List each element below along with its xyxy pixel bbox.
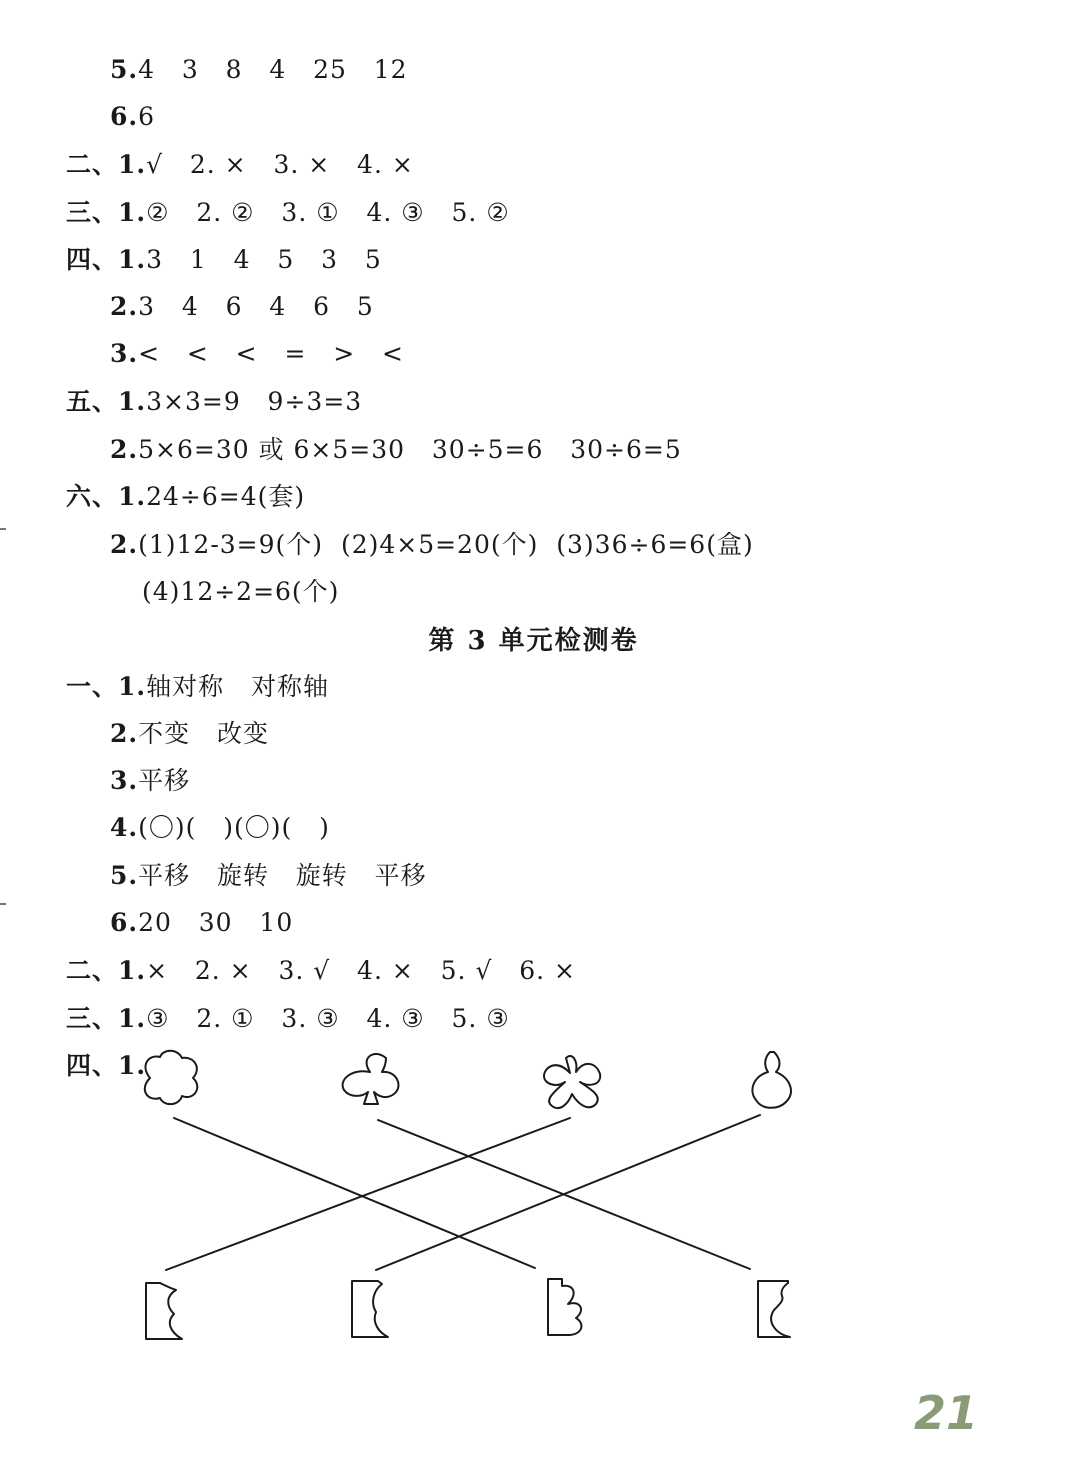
question-number: 二、1. [66, 956, 147, 985]
answer-text: 不变 改变 [138, 719, 269, 748]
question-number: 五、1. [66, 387, 147, 416]
page-number: 21 [914, 1386, 979, 1440]
answer-text: 平移 [138, 766, 191, 795]
question-number: 2. [110, 292, 139, 321]
question-number: 六、1. [66, 482, 147, 511]
answer-text: (4)12÷2=6(个) [142, 577, 340, 606]
scan-edge-mark [0, 903, 6, 905]
half-gourd-card [758, 1281, 790, 1337]
club-shape [343, 1054, 399, 1104]
question-number: 6. [110, 908, 139, 937]
answer-text: ② 2. ② 3. ① 4. ③ 5. ② [146, 198, 510, 227]
question-number: 6. [110, 102, 139, 131]
answer-text: 轴对称 对称轴 [146, 672, 329, 701]
four-leaf-shape [544, 1056, 600, 1108]
half-cloud-card [146, 1283, 182, 1339]
answer-text: 5×6=30 或 6×5=30 30÷5=6 30÷6=5 [138, 435, 682, 464]
answer-text: 3 1 4 5 3 5 [146, 245, 382, 274]
question-number: 四、1. [66, 1051, 147, 1080]
question-number: 3. [110, 339, 139, 368]
question-number: 二、1. [66, 150, 147, 179]
answer-text: (1)12-3=9(个) (2)4×5=20(个) (3)36÷6=6(盒) [138, 530, 754, 559]
answer-text: 3×3=9 9÷3=3 [146, 387, 363, 416]
question-number: 3. [110, 766, 139, 795]
question-number: 4. [110, 813, 139, 842]
question-number: 三、1. [66, 1004, 147, 1033]
answer-text: 3 4 6 4 6 5 [138, 292, 374, 321]
answer-text: < < < = > < [138, 339, 404, 368]
cloud-shape [145, 1051, 197, 1104]
half-club-card [352, 1281, 388, 1337]
scan-edge-mark [0, 528, 6, 530]
question-number: 2. [110, 435, 139, 464]
question-number: 四、1. [66, 245, 147, 274]
answer-text: ③ 2. ① 3. ③ 4. ③ 5. ③ [146, 1004, 510, 1033]
question-number: 2. [110, 719, 139, 748]
question-number: 2. [110, 530, 139, 559]
half-four-leaf-card [548, 1279, 581, 1335]
gourd-shape [752, 1052, 791, 1108]
answer-text: × 2. × 3. √ 4. × 5. √ 6. × [146, 956, 576, 985]
question-number: 一、1. [66, 672, 147, 701]
answer-text: 24÷6=4(套) [146, 482, 306, 511]
answer-text: √ 2. × 3. × 4. × [146, 150, 414, 179]
answer-text: 6 [138, 102, 156, 131]
answer-text: 4 3 8 4 25 12 [138, 55, 408, 84]
question-number: 5. [110, 55, 139, 84]
answer-text: (〇)( )(〇)( ) [138, 813, 330, 842]
match-line [376, 1115, 760, 1270]
question-number: 三、1. [66, 198, 147, 227]
section-title: 第 3 单元检测卷 [428, 626, 639, 656]
answer-text: 20 30 10 [138, 908, 294, 937]
match-line [174, 1118, 535, 1268]
question-number: 5. [110, 861, 139, 890]
answer-text: 平移 旋转 旋转 平移 [138, 861, 427, 890]
